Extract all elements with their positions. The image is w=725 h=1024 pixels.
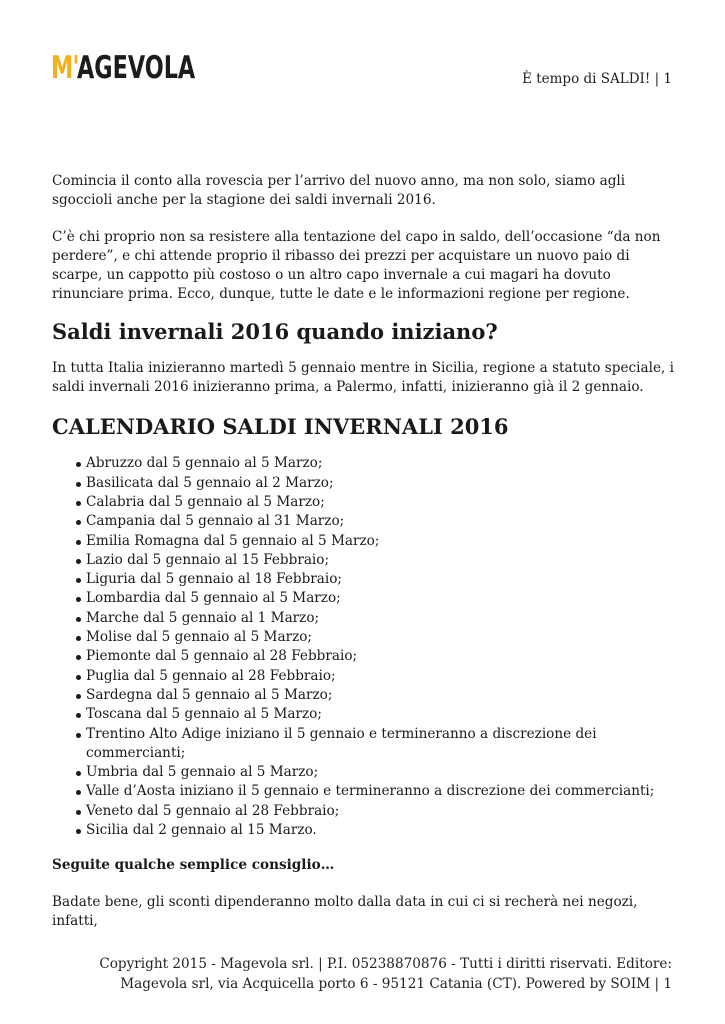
calendar-list xyxy=(52,454,674,840)
list-item: Sardegna dal 5 gennaio al 5 Marzo; xyxy=(86,686,674,705)
section-heading-calendar: CALENDARIO SALDI INVERNALI 2016 xyxy=(52,414,509,440)
page-footer xyxy=(52,955,672,994)
start-paragraph: In tutta Italia inizieranno martedì 5 gennaio mentre in Sicilia, regione a statuto speciale, i saldi invernali 2016 inizieranno prima, a Palermo, infatti, inizieranno già il 2 gennaio. xyxy=(52,359,674,396)
list-item: Puglia dal 5 gennaio al 28 Febbraio; xyxy=(86,667,674,686)
list-item: Sicilia dal 2 gennaio al 15 Marzo. xyxy=(86,821,674,840)
list-item: Valle d’Aosta iniziano il 5 gennaio e termineranno a discrezione dei commercianti; xyxy=(86,782,674,801)
page-header-title: È tempo di SALDI! | 1 xyxy=(522,71,672,87)
list-item: Veneto dal 5 gennaio al 28 Febbraio; xyxy=(86,802,674,821)
footer-line-1: Copyright 2015 - Magevola srl. | P.I. 05238870876 - Tutti i diritti riservati. Editore: xyxy=(99,956,672,972)
list-item: Lazio dal 5 gennaio al 15 Febbraio; xyxy=(86,551,674,570)
article-body xyxy=(52,172,674,931)
section-heading-start: Saldi invernali 2016 quando iniziano? xyxy=(52,318,498,344)
list-item: Piemonte dal 5 gennaio al 28 Febbraio; xyxy=(86,647,674,666)
list-item: Calabria dal 5 gennaio al 5 Marzo; xyxy=(86,493,674,512)
list-item: Molise dal 5 gennaio al 5 Marzo; xyxy=(86,628,674,647)
list-item: Marche dal 5 gennaio al 1 Marzo; xyxy=(86,609,674,628)
advice-heading: Seguite qualche semplice consiglio… xyxy=(52,857,335,874)
closing-paragraph: Badate bene, gli sconti dipenderanno molto dalla data in cui ci si recherà nei negozi, infatti, xyxy=(52,893,638,929)
list-item: Campania dal 5 gennaio al 31 Marzo; xyxy=(86,512,674,531)
list-item: Emilia Romagna dal 5 gennaio al 5 Marzo; xyxy=(86,532,674,551)
list-item: Liguria dal 5 gennaio al 18 Febbraio; xyxy=(86,570,674,589)
footer-line-2: Magevola srl, via Acquicella porto 6 - 95121 Catania (CT). Powered by SOIM | 1 xyxy=(120,975,672,992)
magevola-logo xyxy=(51,51,241,85)
list-item: Lombardia dal 5 gennaio al 5 Marzo; xyxy=(86,589,674,608)
intro-paragraph-2: C’è chi proprio non sa resistere alla tentazione del capo in saldo, dell’occasione “da non perdere”, e chi attende proprio il ribasso dei prezzi per acquistare un nuovo paio di scarpe, un cappotto più costoso o un altro capo invernale a cui magari ha dovuto rinunciare prima. Ecco, dunque, tutte le date e le informazioni regione per regione. xyxy=(52,228,661,303)
intro-paragraph-1: Comincia il conto alla rovescia per l’arrivo del nuovo anno, ma non solo, siamo agli sgoccioli anche per la stagione dei saldi invernali 2016. xyxy=(52,173,626,209)
list-item: Trentino Alto Adige iniziano il 5 gennaio e termineranno a discrezione dei commercianti; xyxy=(86,725,674,764)
list-item: Basilicata dal 5 gennaio al 2 Marzo; xyxy=(86,474,674,493)
list-item: Umbria dal 5 gennaio al 5 Marzo; xyxy=(86,763,674,782)
list-item: Abruzzo dal 5 gennaio al 5 Marzo; xyxy=(86,454,674,473)
logo-text: AGEVOLA xyxy=(77,50,196,86)
list-item: Toscana dal 5 gennaio al 5 Marzo; xyxy=(86,705,674,724)
logo-accent: M' xyxy=(51,50,79,86)
